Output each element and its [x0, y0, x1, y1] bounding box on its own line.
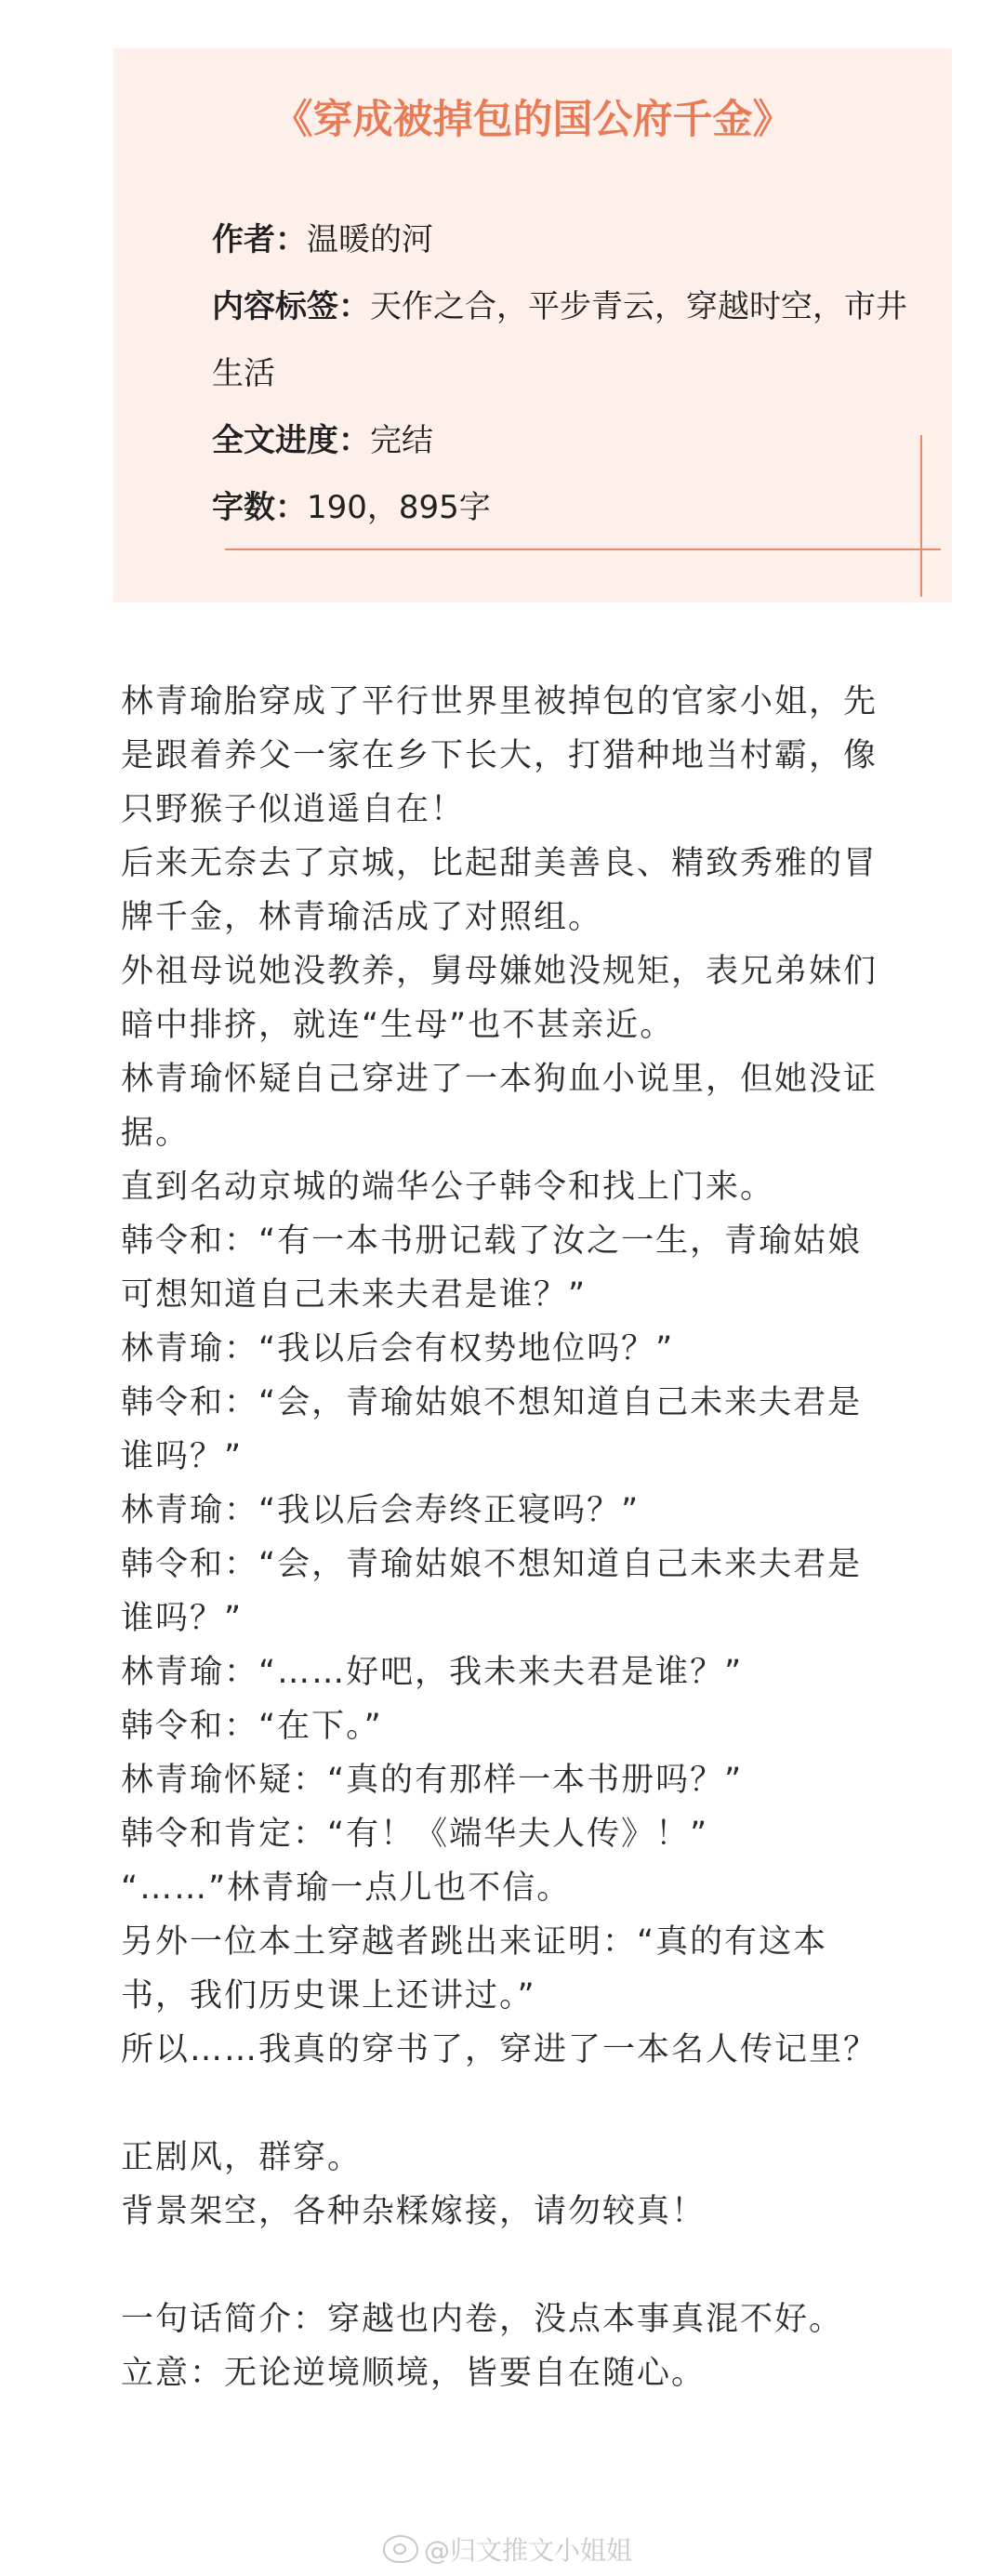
progress-label: 全文进度：: [212, 422, 370, 459]
decor-line-vertical: [920, 435, 922, 597]
paragraph: 直到名动京城的端华公子韩令和找上门来。: [121, 1169, 775, 1206]
spacer: [121, 2077, 892, 2131]
paragraph: 韩令和：“在下。”: [121, 1708, 383, 1745]
word-count-label: 字数：: [212, 489, 307, 526]
paragraph: 林青瑜怀疑自己穿进了一本狗血小说里，但她没证据。: [121, 1061, 878, 1152]
paragraph: 林青瑜：“我以后会寿终正寝吗？”: [121, 1492, 641, 1529]
spacer: [121, 2239, 892, 2292]
paragraph: 后来无奈去了京城，比起甜美善良、精致秀雅的冒牌千金，林青瑜活成了对照组。: [121, 845, 878, 936]
note-line: 背景架空，各种杂糅嫁接，请勿较真！: [121, 2193, 707, 2230]
weibo-icon: [383, 2535, 418, 2563]
tags-value: 天作之合，平步青云，穿越时空，市井生活: [212, 288, 907, 392]
paragraph: 韩令和：“会，青瑜姑娘不想知道自己未来夫君是谁吗？”: [121, 1384, 863, 1475]
paragraph: 外祖母说她没教养，舅母嫌她没规矩，表兄弟妹们暗中排挤，就连“生母”也不甚亲近。: [121, 953, 878, 1044]
progress-row: [212, 407, 928, 474]
watermark: [383, 2530, 632, 2568]
word-count-value: 190，895字: [307, 489, 491, 526]
paragraph: 另外一位本土穿越者跳出来证明：“真的有这本书，我们历史课上还讲过。”: [121, 1923, 828, 2015]
paragraph: 韩令和：“有一本书册记载了汝之一生，青瑜姑娘可想知道自己未来夫君是谁？”: [121, 1222, 863, 1314]
book-title: 《穿成被掉包的国公府千金》: [272, 97, 793, 143]
progress-value: 完结: [370, 422, 433, 459]
note-line: 正剧风，群穿。: [121, 2139, 363, 2176]
word-count-row: [212, 474, 928, 541]
paragraph: 林青瑜：“……好吧，我未来夫君是谁？”: [121, 1654, 744, 1691]
author-value: 温暖的河: [307, 221, 433, 258]
one-line-summary: 一句话简介：穿越也内卷，没点本事真混不好。: [121, 2301, 844, 2338]
paragraph: 林青瑜胎穿成了平行世界里被掉包的官家小姐，先是跟着养父一家在乡下长大，打猎种地当村霸，像只野猴子似逍遥自在！: [121, 683, 878, 828]
paragraph: 林青瑜怀疑：“真的有那样一本书册吗？”: [121, 1762, 744, 1799]
paragraph: “……”林青瑜一点儿也不信。: [121, 1869, 572, 1907]
author-label: 作者：: [212, 221, 307, 258]
paragraph: 韩令和：“会，青瑜姑娘不想知道自己未来夫君是谁吗？”: [121, 1546, 863, 1637]
author-row: [212, 206, 928, 273]
decor-line-horizontal: [225, 548, 941, 550]
theme-statement: 立意：无论逆境顺境，皆要自在随心。: [121, 2355, 707, 2392]
tags-row: [212, 273, 928, 407]
book-info-card: [113, 48, 952, 602]
paragraph: 林青瑜：“我以后会有权势地位吗？”: [121, 1330, 675, 1367]
book-meta: [212, 206, 928, 541]
paragraph: 所以……我真的穿书了，穿进了一本名人传记里？: [121, 2031, 878, 2068]
synopsis: [121, 675, 892, 2400]
paragraph: 韩令和肯定：“有！《端华夫人传》！”: [121, 1816, 709, 1853]
tags-label: 内容标签：: [212, 288, 370, 325]
watermark-text: @归文推文小姐姐: [423, 2535, 632, 2566]
